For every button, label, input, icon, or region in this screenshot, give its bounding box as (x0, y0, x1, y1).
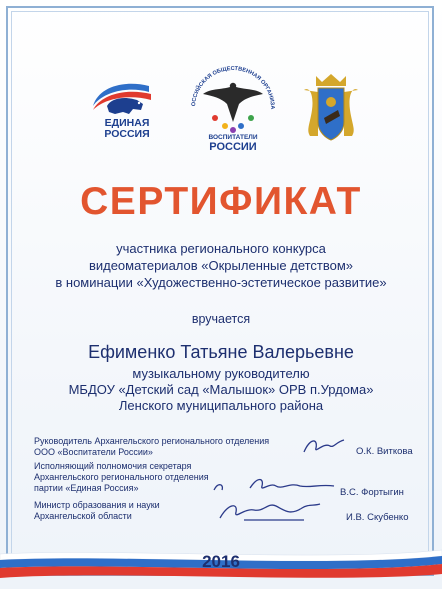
signature-1 (300, 434, 350, 458)
description (0, 240, 442, 291)
signatory-1-name: О.К. Виткова (356, 446, 413, 457)
signature-2 (210, 472, 340, 498)
signatory-2-name: В.С. Фортыгин (340, 487, 404, 498)
description-line: в номинации «Художественно-эстетическое развитие» (55, 275, 387, 290)
awarded-text: вручается (191, 312, 251, 326)
er-line2: РОССИЯ (104, 128, 150, 140)
logos-row (0, 64, 442, 159)
bear-flag-icon (85, 76, 165, 121)
position-line: Ленского муниципального района (118, 398, 324, 413)
vospitateli-rossii-logo (183, 64, 283, 159)
recipient-name: Ефименко Татьяне Валерьевне (88, 342, 354, 362)
description-line: участника регионального конкурса (116, 241, 326, 256)
signatory-3-title (34, 500, 160, 522)
bird-emblem-icon (183, 64, 283, 136)
vr-line2: РОССИИ (209, 141, 257, 153)
signatory-2-title (34, 461, 209, 494)
signature-3 (214, 496, 324, 526)
signatory-3-name: И.В. Скубенко (346, 512, 409, 523)
arkhangelsk-coat-of-arms (300, 70, 362, 145)
signatory-1-title (34, 436, 269, 458)
signatory-line: партии «Единая Россия» (34, 483, 139, 493)
signatory-line: Исполняющий полномочия секретаря (34, 461, 192, 471)
description-line: видеоматериалов «Окрыленные детством» (88, 258, 354, 273)
certificate-year: 2016 (202, 552, 240, 571)
signatory-line: Руководитель Архангельского регионального отделения (34, 436, 270, 446)
signatory-line: Архангельской области (34, 511, 132, 521)
position-line: МБДОУ «Детский сад «Малышок» ОРВ п.Урдома» (68, 382, 374, 397)
signatory-line: Министр образования и науки (34, 500, 160, 510)
recipient-position (0, 366, 442, 414)
position-line: музыкальному руководителю (132, 366, 310, 381)
edinaya-rossiya-name (93, 118, 161, 140)
edinaya-rossiya-logo (85, 76, 165, 151)
certificate-title: СЕРТИФИКАТ (80, 180, 362, 223)
vr-arc-text: ОССИЙСКАЯ ОБЩЕСТВЕННАЯ ОРГАНИЗА (190, 65, 276, 110)
vr-line1: ВОСПИТАТЕЛИ (208, 134, 258, 141)
signatory-line: Архангельского регионального отделения (34, 472, 209, 482)
signatory-line: ООО «Воспитатели России» (34, 447, 153, 457)
er-line1: ЕДИНАЯ (104, 117, 150, 129)
coat-of-arms-icon (300, 70, 362, 145)
